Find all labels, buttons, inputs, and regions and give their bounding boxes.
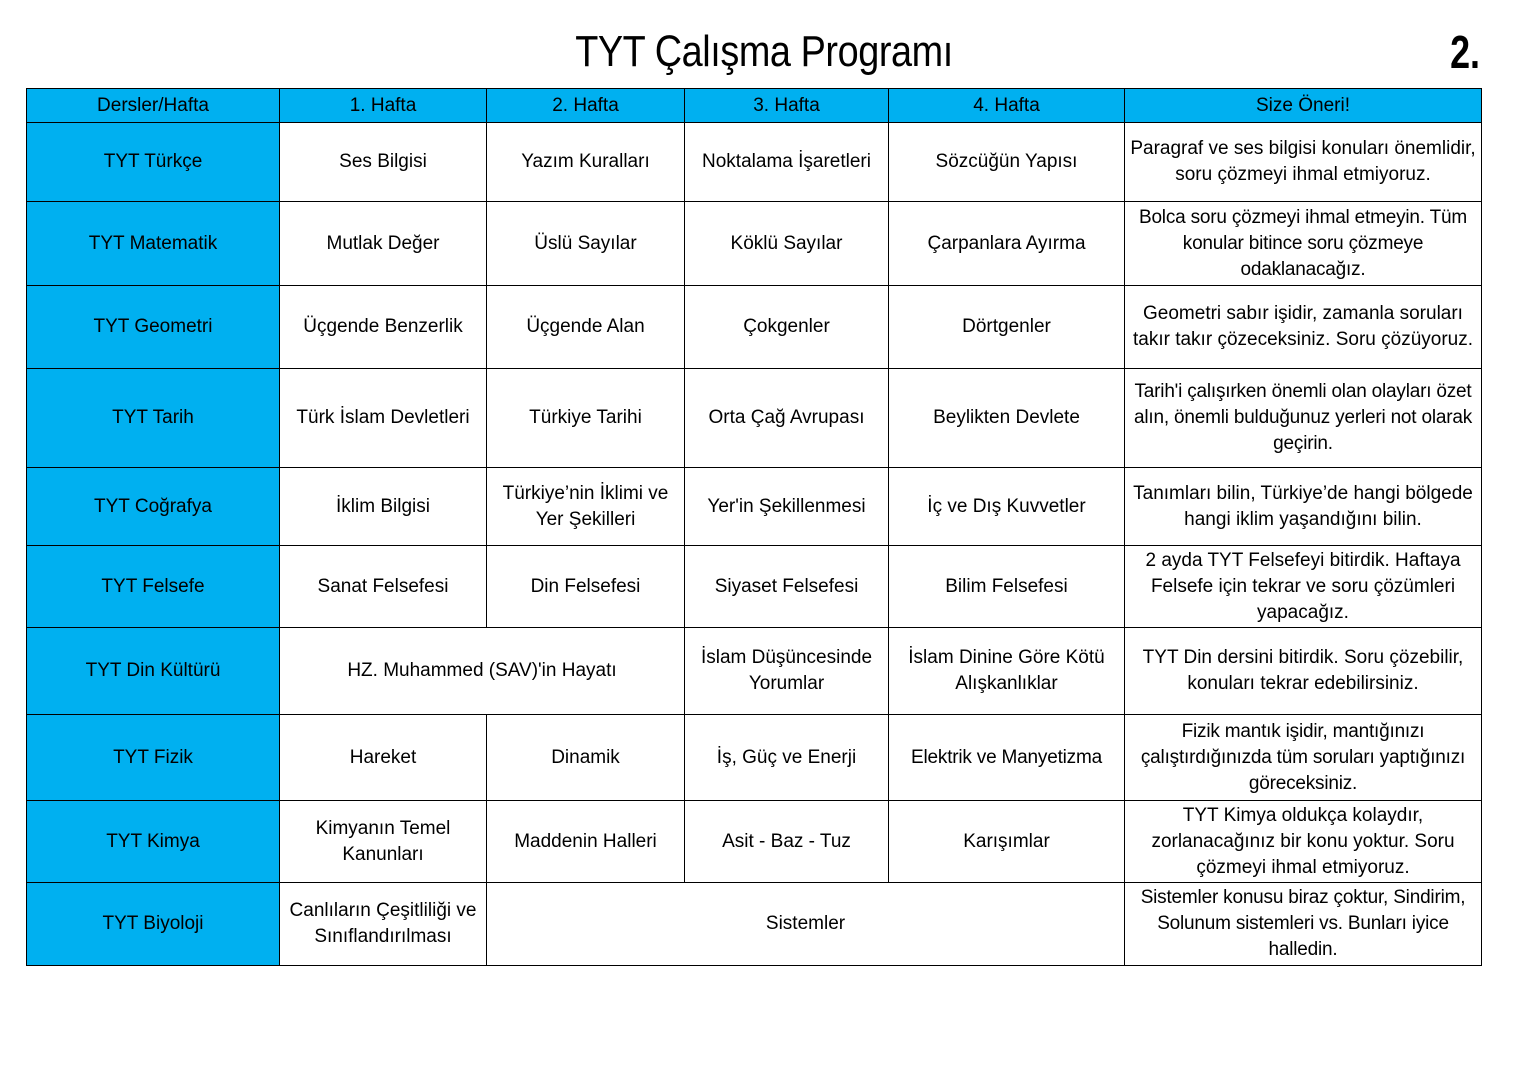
subject-cell: TYT Biyoloji <box>27 883 280 966</box>
week-3-cell: İş, Güç ve Enerji <box>685 715 889 801</box>
week-4-cell: Elektrik ve Manyetizma <box>889 715 1125 801</box>
week-4-cell: Çarpanlara Ayırma <box>889 202 1125 286</box>
week-2-cell: Maddenin Halleri <box>487 801 685 883</box>
subject-cell: TYT Din Kültürü <box>27 628 280 715</box>
table-row <box>27 369 1482 468</box>
header-week-3: 3. Hafta <box>685 89 889 123</box>
week-2-cell: Yazım Kuralları <box>487 123 685 202</box>
week-3-cell: Asit - Baz - Tuz <box>685 801 889 883</box>
week-1-cell: İklim Bilgisi <box>280 468 487 546</box>
week-3-cell: Köklü Sayılar <box>685 202 889 286</box>
week-2-4-cell: Sistemler <box>487 883 1125 966</box>
advice-cell: Geometri sabır işidir, zamanla soruları takır takır çözeceksiniz. Soru çözüyoruz. <box>1125 286 1482 369</box>
week-2-cell: Üçgende Alan <box>487 286 685 369</box>
week-4-cell: İslam Dinine Göre Kötü Alışkanlıklar <box>889 628 1125 715</box>
table-row <box>27 546 1482 628</box>
table-row <box>27 123 1482 202</box>
advice-cell: Tarih'i çalışırken önemli olan olayları özet alın, önemli bulduğunuz yerleri not olarak geçirin. <box>1125 369 1482 468</box>
advice-cell: Paragraf ve ses bilgisi konuları önemlidir, soru çözmeyi ihmal etmiyoruz. <box>1125 123 1482 202</box>
table-row <box>27 883 1482 966</box>
table-row <box>27 801 1482 883</box>
week-1-cell: Sanat Felsefesi <box>280 546 487 628</box>
subject-cell: TYT Felsefe <box>27 546 280 628</box>
week-1-cell: Türk İslam Devletleri <box>280 369 487 468</box>
header-week-1: 1. Hafta <box>280 89 487 123</box>
subject-cell: TYT Coğrafya <box>27 468 280 546</box>
subject-cell: TYT Kimya <box>27 801 280 883</box>
week-4-cell: İç ve Dış Kuvvetler <box>889 468 1125 546</box>
advice-cell: TYT Kimya oldukça kolaydır, zorlanacağınız bir konu yoktur. Soru çözmeyi ihmal etmiyoruz. <box>1125 801 1482 883</box>
week-1-cell: Mutlak Değer <box>280 202 487 286</box>
advice-cell: Tanımları bilin, Türkiye’de hangi bölgede hangi iklim yaşandığını bilin. <box>1125 468 1482 546</box>
week-3-cell: Orta Çağ Avrupası <box>685 369 889 468</box>
week-4-cell: Karışımlar <box>889 801 1125 883</box>
page-title: TYT Çalışma Programı <box>575 27 953 76</box>
advice-cell: TYT Din dersini bitirdik. Soru çözebilir, konuları tekrar edebilirsiniz. <box>1125 628 1482 715</box>
week-4-cell: Beylikten Devlete <box>889 369 1125 468</box>
advice-cell: Fizik mantık işidir, mantığınızı çalıştırdığınızda tüm soruları yaptığınızı göreceksiniz. <box>1125 715 1482 801</box>
week-4-cell: Bilim Felsefesi <box>889 546 1125 628</box>
subject-cell: TYT Tarih <box>27 369 280 468</box>
header-subjects: Dersler/Hafta <box>27 89 280 123</box>
week-3-cell: Yer'in Şekillenmesi <box>685 468 889 546</box>
subject-cell: TYT Geometri <box>27 286 280 369</box>
week-2-cell: Üslü Sayılar <box>487 202 685 286</box>
week-1-cell: Ses Bilgisi <box>280 123 487 202</box>
month-label: 2. <box>1450 26 1480 78</box>
subject-cell: TYT Matematik <box>27 202 280 286</box>
advice-cell: 2 ayda TYT Felsefeyi bitirdik. Haftaya Felsefe için tekrar ve soru çözümleri yapacağız. <box>1125 546 1482 628</box>
week-4-cell: Sözcüğün Yapısı <box>889 123 1125 202</box>
week-3-cell: Noktalama İşaretleri <box>685 123 889 202</box>
week-4-cell: Dörtgenler <box>889 286 1125 369</box>
week-1-cell: Kimyanın Temel Kanunları <box>280 801 487 883</box>
table-row <box>27 286 1482 369</box>
subject-cell: TYT Fizik <box>27 715 280 801</box>
table-row <box>27 715 1482 801</box>
week-1-cell: Canlıların Çeşitliliği ve Sınıflandırılması <box>280 883 487 966</box>
week-2-cell: Türkiye’nin İklimi ve Yer Şekilleri <box>487 468 685 546</box>
table-row <box>27 202 1482 286</box>
week-1-cell: Üçgende Benzerlik <box>280 286 487 369</box>
table-row <box>27 468 1482 546</box>
header-advice: Size Öneri! <box>1125 89 1482 123</box>
table-row <box>27 628 1482 715</box>
subject-cell: TYT Türkçe <box>27 123 280 202</box>
header-week-2: 2. Hafta <box>487 89 685 123</box>
advice-cell: Sistemler konusu biraz çoktur, Sindirim, Solunum sistemleri vs. Bunları iyice halledin. <box>1125 883 1482 966</box>
week-2-cell: Dinamik <box>487 715 685 801</box>
week-2-cell: Din Felsefesi <box>487 546 685 628</box>
week-3-cell: Siyaset Felsefesi <box>685 546 889 628</box>
week-3-cell: İslam Düşüncesinde Yorumlar <box>685 628 889 715</box>
week-2-cell: Türkiye Tarihi <box>487 369 685 468</box>
schedule-table <box>26 88 1482 966</box>
week-1-2-cell: HZ. Muhammed (SAV)'in Hayatı <box>280 628 685 715</box>
week-1-cell: Hareket <box>280 715 487 801</box>
advice-cell: Bolca soru çözmeyi ihmal etmeyin. Tüm konular bitince soru çözmeye odaklanacağız. <box>1125 202 1482 286</box>
week-3-cell: Çokgenler <box>685 286 889 369</box>
header-week-4: 4. Hafta <box>889 89 1125 123</box>
header-row <box>27 89 1482 123</box>
